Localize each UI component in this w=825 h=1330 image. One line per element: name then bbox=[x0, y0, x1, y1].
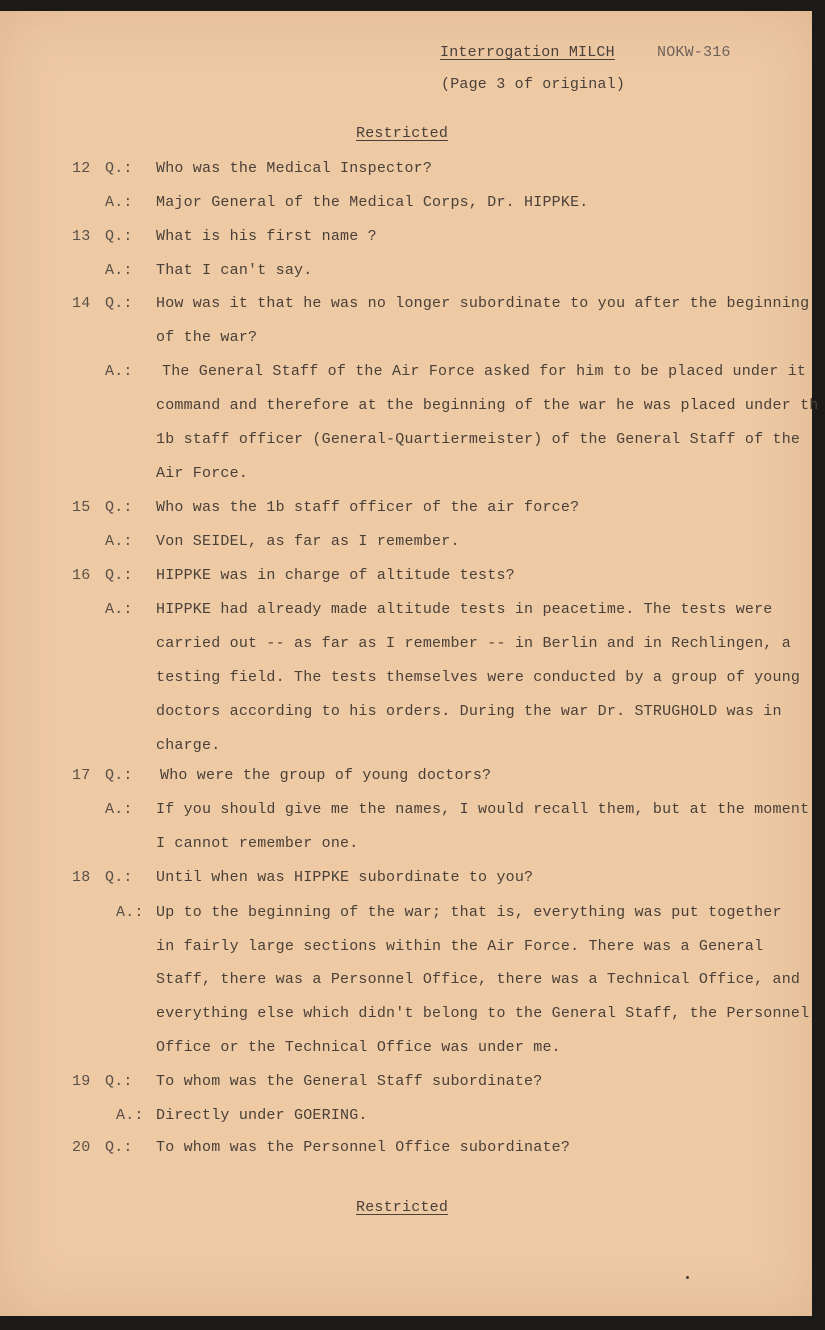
question-label: Q.: bbox=[105, 767, 133, 784]
answer-text: command and therefore at the beginning of the war he was placed under th bbox=[156, 397, 819, 414]
answer-label: A.: bbox=[116, 1107, 144, 1124]
answer-text: doctors according to his orders. During the war Dr. STRUGHOLD was in bbox=[156, 703, 782, 720]
entry-number: 18 bbox=[72, 869, 91, 886]
document-page bbox=[0, 11, 819, 1316]
answer-text: charge. bbox=[156, 737, 221, 754]
question-text: of the war? bbox=[156, 329, 258, 346]
question-label: Q.: bbox=[105, 160, 133, 177]
question-label: Q.: bbox=[105, 1139, 133, 1156]
question-label: Q.: bbox=[105, 1073, 133, 1090]
entry-number: 15 bbox=[72, 499, 91, 516]
question-text: What is his first name ? bbox=[156, 228, 377, 245]
answer-text: Air Force. bbox=[156, 465, 249, 482]
answer-label: A.: bbox=[105, 533, 133, 550]
question-label: Q.: bbox=[105, 295, 133, 312]
answer-text: If you should give me the names, I would recall them, but at the moment bbox=[156, 801, 810, 818]
answer-text: Office or the Technical Office was under me. bbox=[156, 1039, 561, 1056]
question-label: Q.: bbox=[105, 567, 133, 584]
entry-number: 17 bbox=[72, 767, 91, 784]
question-label: Q.: bbox=[105, 499, 133, 516]
entry-number: 19 bbox=[72, 1073, 91, 1090]
answer-label: A.: bbox=[105, 801, 133, 818]
answer-text: Major General of the Medical Corps, Dr. HIPPKE. bbox=[156, 194, 589, 211]
answer-text: HIPPKE had already made altitude tests in peacetime. The tests were bbox=[156, 601, 773, 618]
document-id: NOKW-316 bbox=[657, 44, 731, 61]
question-text: Who was the 1b staff officer of the air force? bbox=[156, 499, 580, 516]
answer-text: in fairly large sections within the Air Force. There was a General bbox=[156, 938, 764, 955]
answer-label: A.: bbox=[105, 601, 133, 618]
document-title: Interrogation MILCH bbox=[440, 44, 615, 61]
entry-number: 12 bbox=[72, 160, 91, 177]
paper-speck bbox=[686, 1276, 689, 1279]
entry-number: 14 bbox=[72, 295, 91, 312]
entry-number: 20 bbox=[72, 1139, 91, 1156]
entry-number: 16 bbox=[72, 567, 91, 584]
question-text: To whom was the General Staff subordinate? bbox=[156, 1073, 543, 1090]
answer-text: That I can't say. bbox=[156, 262, 313, 279]
answer-text: Von SEIDEL, as far as I remember. bbox=[156, 533, 460, 550]
answer-label: A.: bbox=[116, 904, 144, 921]
question-text: Who was the Medical Inspector? bbox=[156, 160, 433, 177]
page-subtitle: (Page 3 of original) bbox=[441, 76, 626, 93]
answer-text: 1b staff officer (General-Quartiermeister) of the General Staff of the bbox=[156, 431, 801, 448]
classification-footer: Restricted bbox=[356, 1199, 449, 1216]
answer-text: Directly under GOERING. bbox=[156, 1107, 368, 1124]
answer-text: I cannot remember one. bbox=[156, 835, 359, 852]
answer-text: Up to the beginning of the war; that is, everything was put together bbox=[156, 904, 782, 921]
answer-text: everything else which didn't belong to the General Staff, the Personnel bbox=[156, 1005, 810, 1022]
question-text: Until when was HIPPKE subordinate to you? bbox=[156, 869, 534, 886]
answer-label: A.: bbox=[105, 194, 133, 211]
question-text: Who were the group of young doctors? bbox=[160, 767, 492, 784]
classification-header: Restricted bbox=[356, 125, 449, 142]
answer-text: testing field. The tests themselves were conducted by a group of young bbox=[156, 669, 801, 686]
question-text: HIPPKE was in charge of altitude tests? bbox=[156, 567, 515, 584]
question-label: Q.: bbox=[105, 228, 133, 245]
question-text: To whom was the Personnel Office subordinate? bbox=[156, 1139, 571, 1156]
answer-label: A.: bbox=[105, 363, 133, 380]
entry-number: 13 bbox=[72, 228, 91, 245]
question-label: Q.: bbox=[105, 869, 133, 886]
answer-label: A.: bbox=[105, 262, 133, 279]
answer-text: Staff, there was a Personnel Office, there was a Technical Office, and bbox=[156, 971, 801, 988]
question-text: How was it that he was no longer subordinate to you after the beginning bbox=[156, 295, 810, 312]
answer-text: The General Staff of the Air Force asked for him to be placed under it bbox=[162, 363, 807, 380]
answer-text: carried out -- as far as I remember -- in Berlin and in Rechlingen, a bbox=[156, 635, 791, 652]
